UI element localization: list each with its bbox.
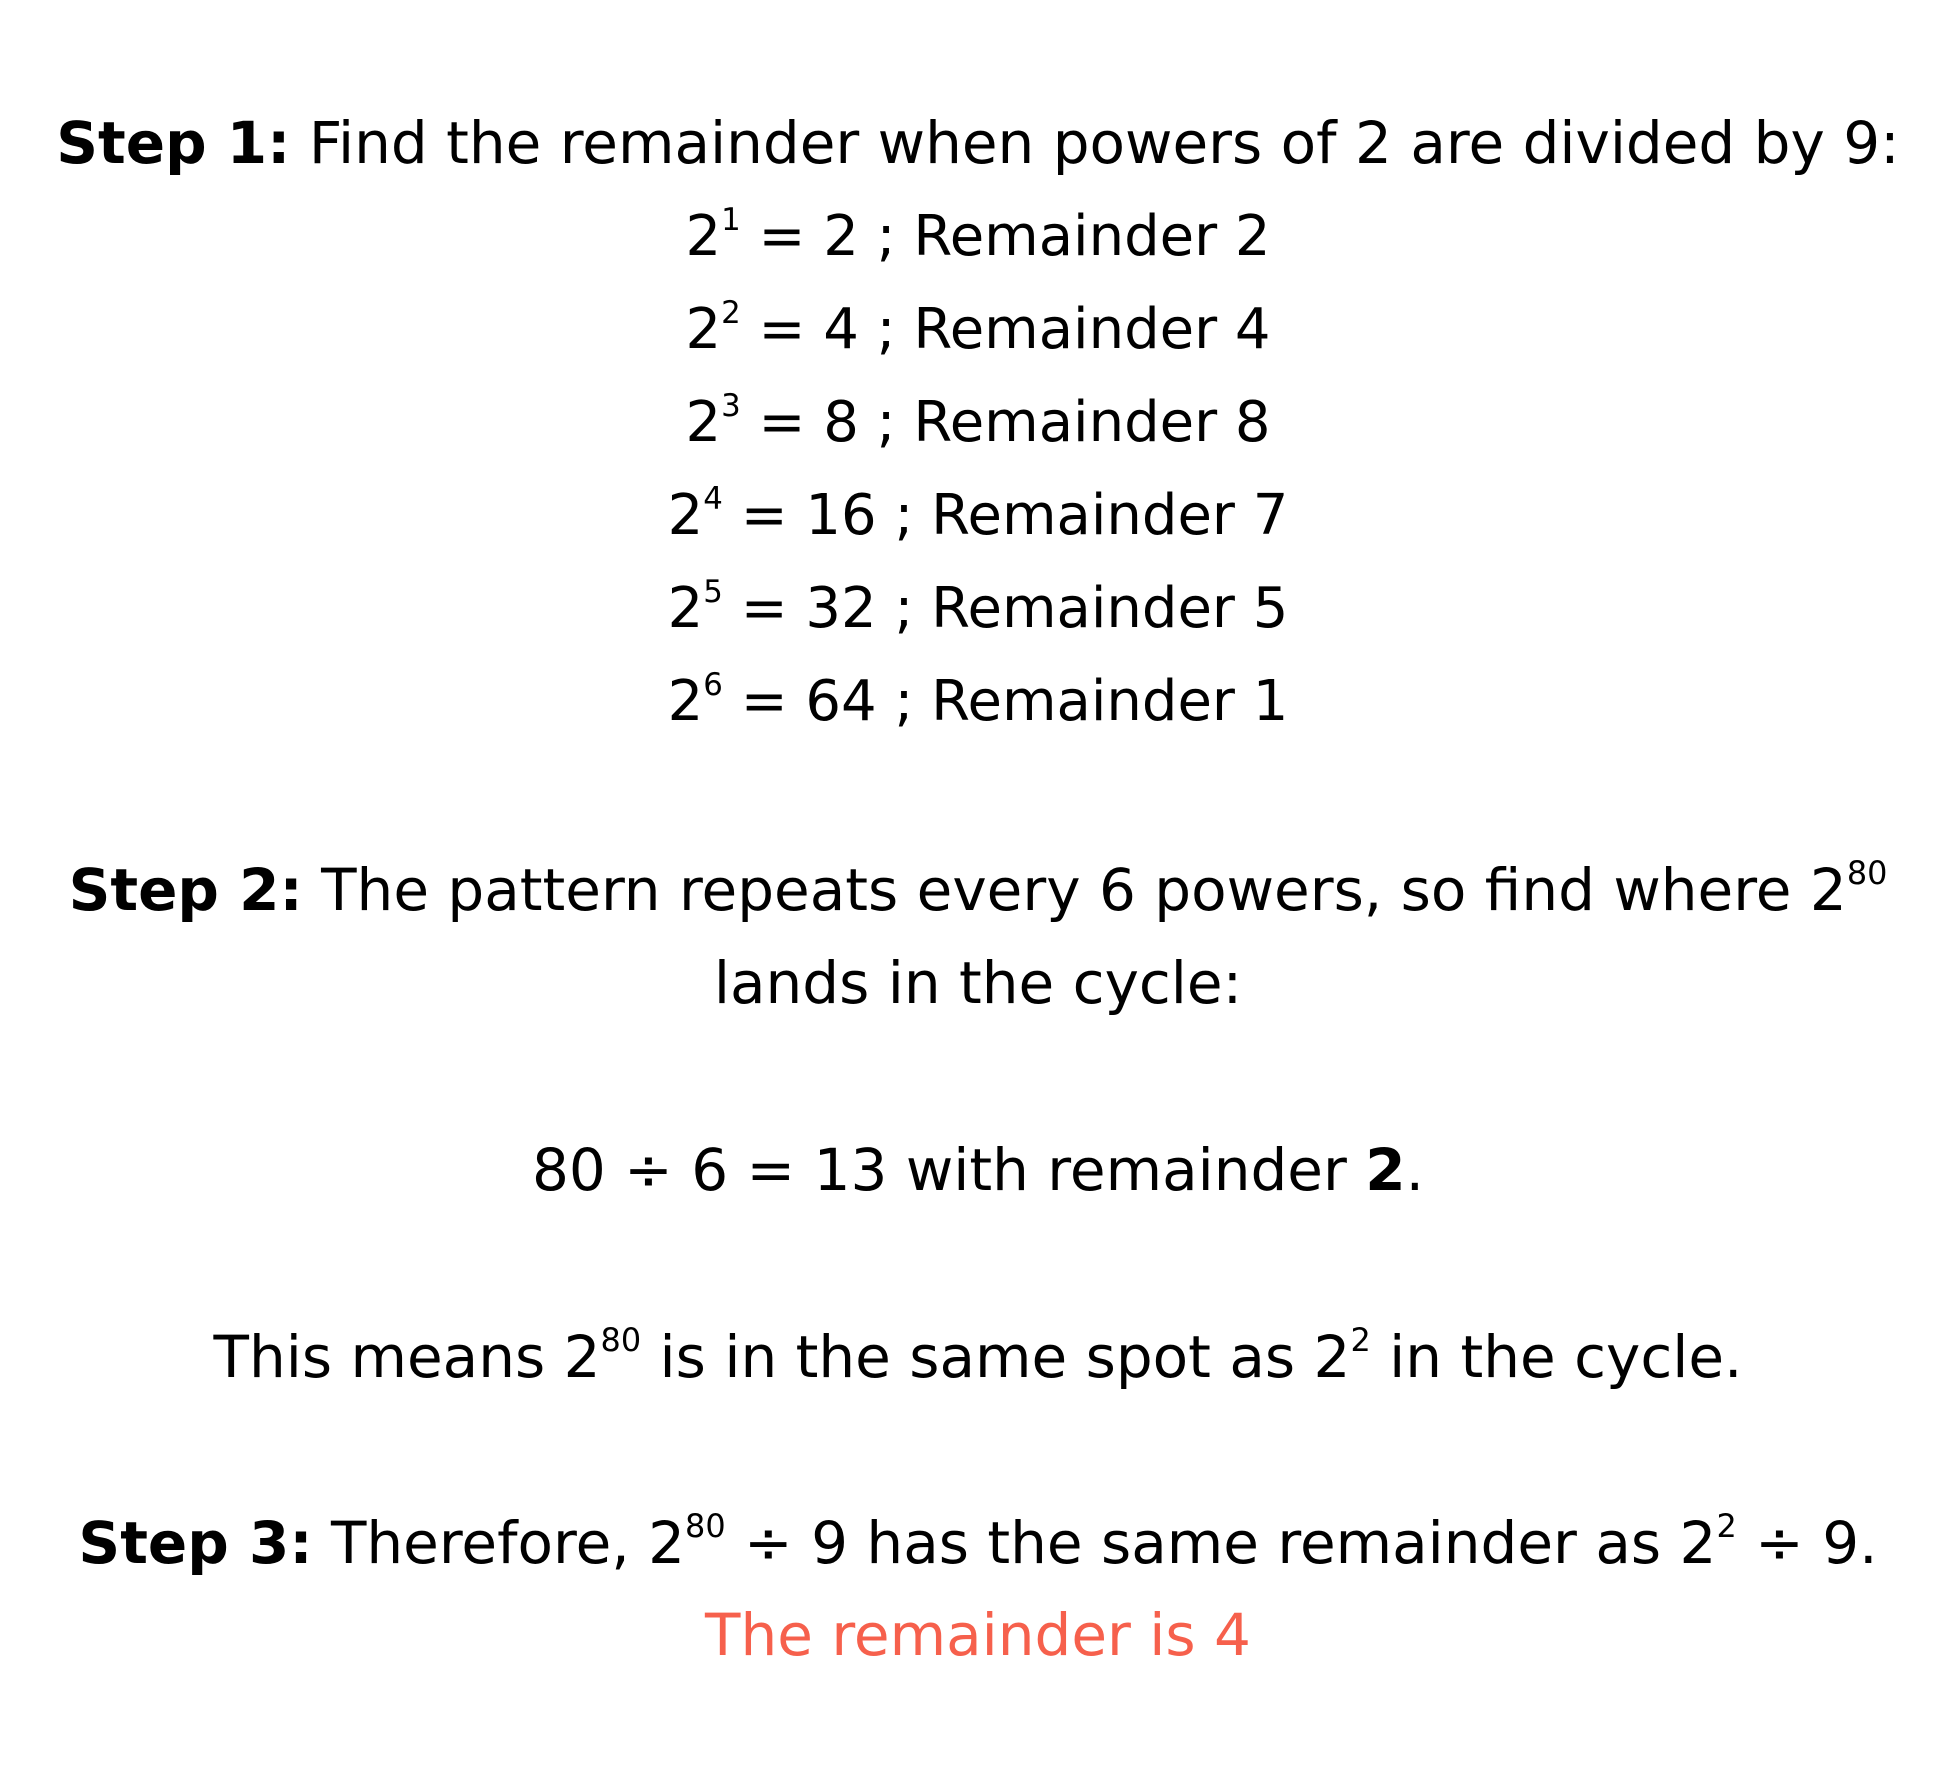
power-result: = 2 ; Remainder 2 — [740, 204, 1271, 269]
power-result: = 64 ; Remainder 1 — [722, 669, 1289, 734]
power-exponent: 1 — [721, 202, 741, 239]
step2-text-a: The pattern repeats every 6 powers, so find where 2 — [321, 856, 1847, 924]
step3-text-a: Therefore, 2 — [330, 1509, 686, 1577]
step3-label: Step 3: — [78, 1509, 313, 1577]
power-row-5 — [0, 574, 1956, 644]
power-base: 2 — [685, 297, 722, 362]
power-base: 2 — [685, 390, 722, 455]
power-exponent: 3 — [721, 388, 741, 425]
means-text-a: This means 2 — [213, 1323, 601, 1391]
power-row-6 — [0, 667, 1956, 737]
power-base: 2 — [667, 576, 704, 641]
step2-label: Step 2: — [68, 856, 303, 924]
power-base: 2 — [667, 483, 704, 548]
division-line — [0, 1135, 1956, 1205]
step2-heading — [0, 855, 1956, 925]
power-result: = 4 ; Remainder 4 — [740, 297, 1271, 362]
step3-exponent-a: 80 — [685, 1507, 726, 1546]
power-result: = 8 ; Remainder 8 — [740, 390, 1271, 455]
power-exponent: 2 — [721, 295, 741, 332]
power-base: 2 — [667, 669, 704, 734]
step2-continuation: lands in the cycle: — [713, 949, 1243, 1017]
division-text: 80 ÷ 6 = 13 with remainder — [531, 1136, 1366, 1204]
step3-heading — [0, 1508, 1956, 1578]
cycle-position-line — [0, 1322, 1956, 1392]
step1-text: Find the remainder when powers of 2 are divided by 9: — [308, 109, 1900, 177]
power-exponent: 5 — [703, 574, 723, 611]
power-exponent: 6 — [703, 667, 723, 704]
power-row-2 — [0, 295, 1956, 365]
step1-heading — [0, 108, 1956, 178]
step3-exponent-b: 2 — [1716, 1507, 1737, 1546]
means-exponent-2: 2 — [1350, 1321, 1371, 1360]
division-remainder: 2 — [1365, 1136, 1406, 1204]
step3-text-b: ÷ 9 has the same remainder as 2 — [725, 1509, 1717, 1577]
final-answer: The remainder is 4 — [705, 1601, 1251, 1669]
power-result: = 16 ; Remainder 7 — [722, 483, 1289, 548]
power-result: = 32 ; Remainder 5 — [722, 576, 1289, 641]
step1-label: Step 1: — [56, 109, 291, 177]
power-row-3 — [0, 388, 1956, 458]
power-row-1 — [0, 202, 1956, 272]
means-exponent-1: 80 — [600, 1321, 642, 1360]
power-exponent: 4 — [703, 481, 723, 518]
means-text-c: in the cycle. — [1370, 1323, 1743, 1391]
division-end: . — [1405, 1136, 1425, 1204]
step3-text-c: ÷ 9. — [1736, 1509, 1878, 1577]
power-row-4 — [0, 481, 1956, 551]
power-base: 2 — [685, 204, 722, 269]
step2-exponent: 80 — [1846, 854, 1888, 893]
means-text-b: is in the same spot as 2 — [641, 1323, 1351, 1391]
